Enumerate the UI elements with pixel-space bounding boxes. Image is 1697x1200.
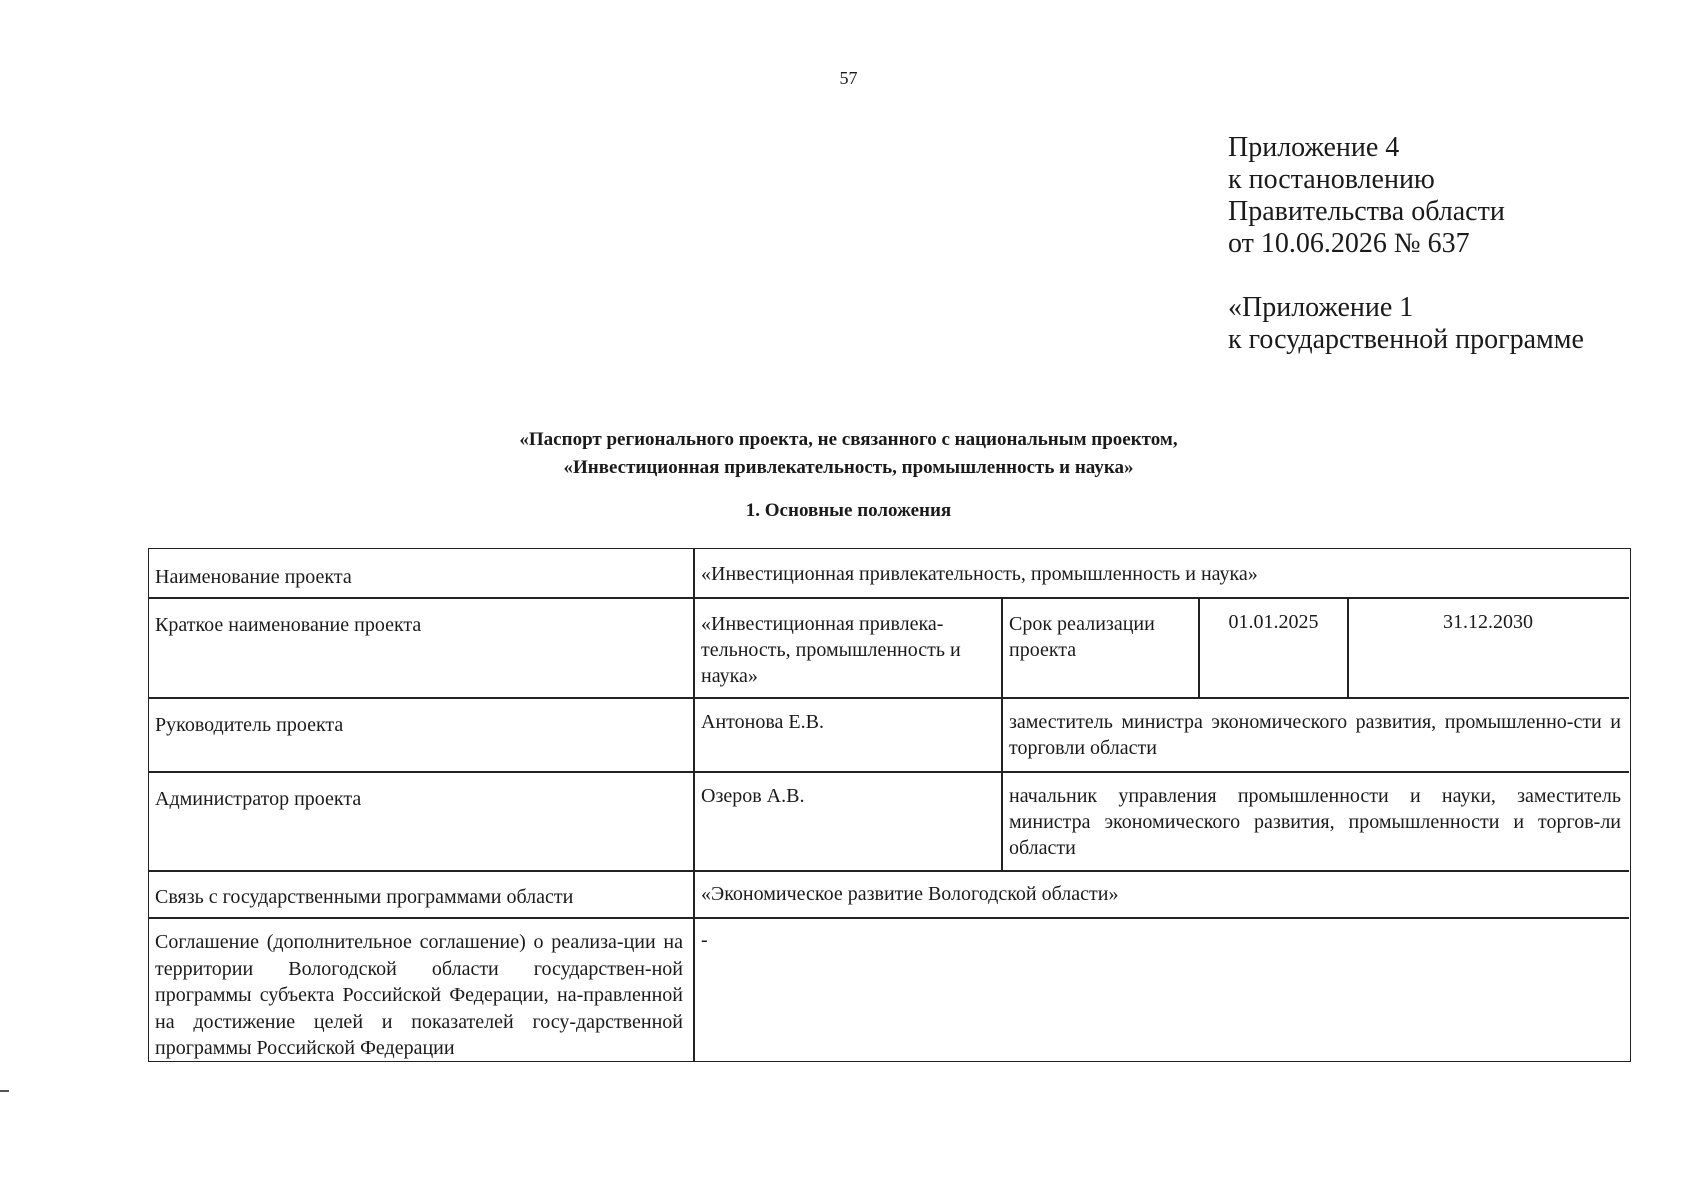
agreement-value: - — [701, 929, 708, 951]
project-name-label: Наименование проекта — [155, 566, 352, 588]
leader-position: заместитель министра экономического развития, промышленно-сти и торговли области — [1009, 711, 1621, 759]
appendix-line: Приложение 4 — [1228, 132, 1400, 163]
admin-label: Администратор проекта — [155, 788, 362, 810]
row-divider — [149, 597, 1629, 599]
programs-value: «Экономическое развитие Вологодской области» — [701, 883, 1119, 905]
main-provisions-table — [148, 548, 1631, 1062]
scan-artifact — [0, 1090, 9, 1092]
agreement-label: Соглашение (дополнительное соглашение) о реализа-ции на территории Вологодской области государствен-ной программы субъекта Российской Федерации, на-правленной на достижение целей и показателей госу-дарственной программы Российской Федерации — [155, 931, 683, 1059]
term-start-date: 01.01.2025 — [1228, 611, 1319, 633]
appendix-line: к государственной программе — [1228, 324, 1584, 355]
appendix-block — [1228, 132, 1584, 356]
title-line: «Инвестиционная привлекательность, промышленность и наука» — [563, 457, 1134, 478]
page-number: 57 — [839, 68, 858, 88]
appendix-line: Правительства области — [1228, 196, 1505, 227]
section-heading: 1. Основные положения — [745, 500, 952, 521]
row-divider — [149, 697, 1629, 699]
document-title — [0, 426, 1697, 482]
term-label: Срок реализации проекта — [1009, 613, 1155, 661]
title-line: «Паспорт регионального проекта, не связанного с национальным проектом, — [519, 429, 1178, 450]
short-name-value: «Инвестиционная привлека-тельность, промышленность и наука» — [701, 613, 961, 687]
admin-name: Озеров А.В. — [701, 785, 805, 807]
project-name-value: «Инвестиционная привлекательность, промышленность и наука» — [701, 563, 1258, 585]
term-end-date: 31.12.2030 — [1443, 611, 1533, 633]
row-divider — [149, 917, 1629, 919]
row-divider — [149, 771, 1629, 773]
leader-label: Руководитель проекта — [155, 714, 344, 736]
appendix-line: к постановлению — [1228, 164, 1435, 195]
row-divider — [149, 870, 1629, 872]
short-name-label: Краткое наименование проекта — [155, 614, 422, 636]
appendix-line: от 10.06.2026 № 637 — [1228, 228, 1470, 259]
admin-position: начальник управления промышленности и науки, заместитель министра экономического развития, промышленности и торгов-ли области — [1009, 785, 1621, 859]
leader-name: Антонова Е.В. — [701, 711, 824, 733]
appendix-line: «Приложение 1 — [1228, 292, 1414, 323]
programs-label: Связь с государственными программами области — [155, 886, 574, 908]
